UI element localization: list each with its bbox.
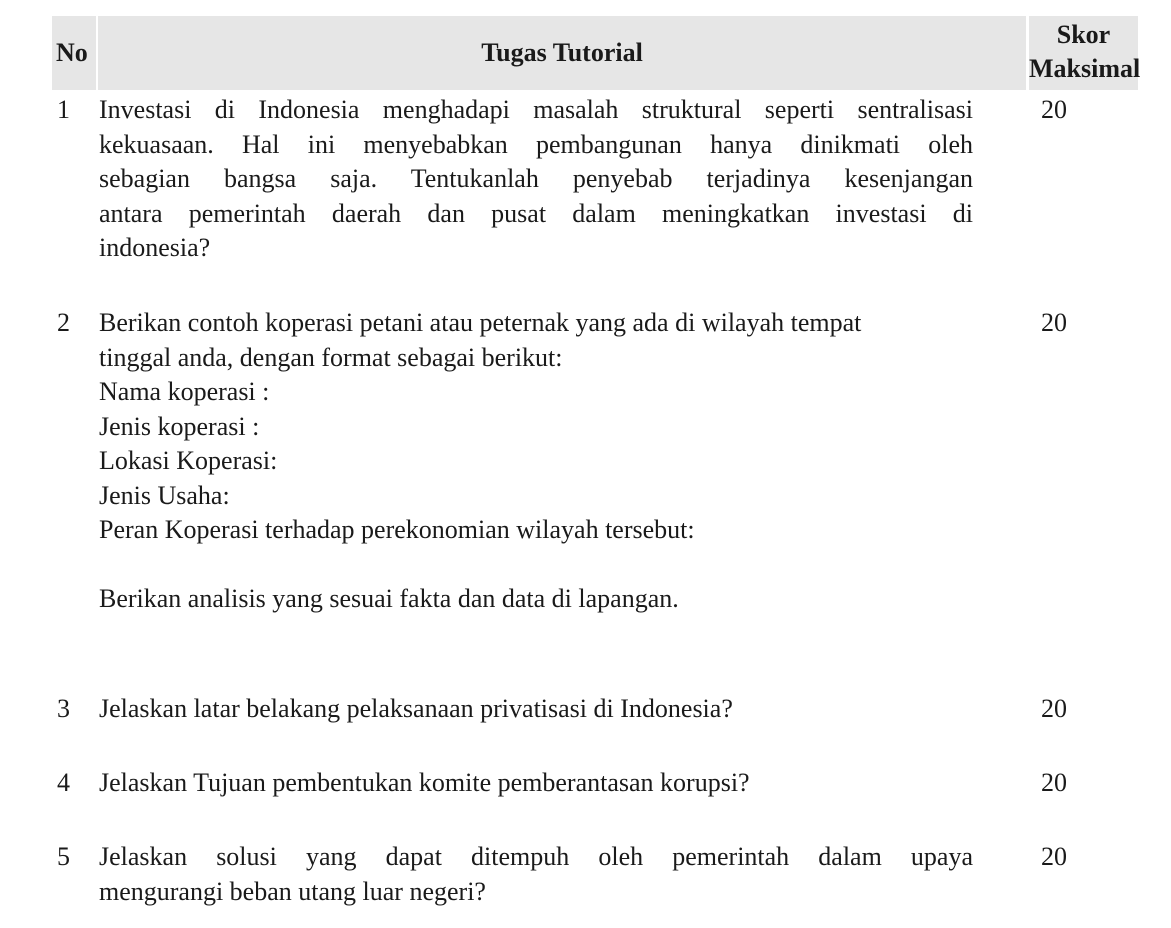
row-score: 20 [1041, 308, 1067, 337]
task-line: Jelaskan Tujuan pembentukan komite pemberantasan korupsi? [99, 768, 750, 797]
header-no-cell [52, 16, 96, 90]
task-line: Jenis Usaha: [99, 480, 230, 510]
task-line: Jelaskan latar belakang pelaksanaan privatisasi di Indonesia? [99, 694, 733, 723]
row-number: 3 [57, 694, 70, 723]
row-number: 1 [57, 95, 70, 124]
task-line: Berikan contoh koperasi petani atau peternak yang ada di wilayah tempat [99, 308, 862, 337]
task-line: mengurangi beban utang luar negeri? [99, 876, 486, 906]
row-number: 5 [57, 842, 70, 871]
row-score: 20 [1041, 842, 1067, 871]
row-task [99, 306, 973, 617]
task-line: Lokasi Koperasi: [99, 446, 278, 475]
task-line: Berikan analisis yang sesuai fakta dan data di lapangan. [99, 584, 679, 613]
task-line: Jenis koperasi : [99, 411, 260, 441]
row-score: 20 [1041, 95, 1067, 124]
task-line: antara pemerintah daerah dan pusat dalam meningkatkan investasi di [99, 198, 973, 228]
task-line: kekuasaan. Hal ini menyebabkan pembangunan hanya dinikmati oleh [99, 129, 973, 159]
task-line: Jelaskan solusi yang dapat ditempuh oleh pemerintah dalam upaya [99, 842, 973, 871]
header-no: No [56, 38, 88, 67]
header-task-cell [98, 16, 1026, 90]
header-score-cell [1029, 16, 1141, 90]
row-number: 2 [57, 308, 70, 337]
row-score: 20 [1041, 694, 1067, 723]
task-line: Investasi di Indonesia menghadapi masalah struktural seperti sentralisasi [99, 95, 973, 124]
task-line-blank [99, 548, 973, 583]
task-line: Nama koperasi : [99, 377, 270, 406]
row-number: 4 [57, 768, 70, 797]
header-score-line1: Skor [1056, 20, 1111, 49]
task-line: Peran Koperasi terhadap perekonomian wilayah tersebut: [99, 515, 695, 544]
row-score: 20 [1041, 768, 1067, 797]
row-task [99, 93, 973, 266]
row-task [99, 840, 973, 909]
row-task [99, 692, 973, 727]
header-score-line2: Maksimal [1029, 54, 1141, 83]
task-line: sebagian bangsa saja. Tentukanlah penyebab terjadinya kesenjangan [99, 164, 973, 193]
header-task: Tugas Tutorial [481, 38, 643, 67]
task-line: indonesia? [99, 233, 211, 262]
table-header [52, 16, 1141, 90]
row-task [99, 766, 973, 801]
task-line: tinggal anda, dengan format sebagai berikut: [99, 342, 563, 372]
